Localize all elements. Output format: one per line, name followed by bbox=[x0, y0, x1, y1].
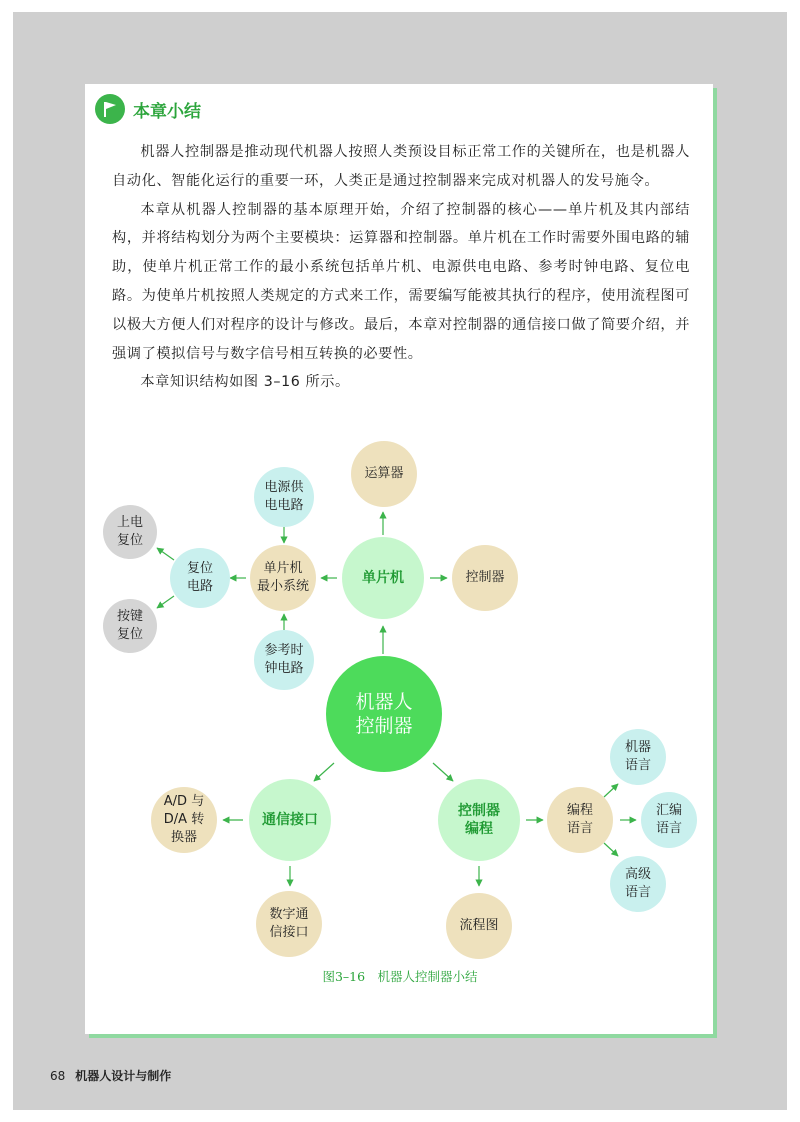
node-controller-programming: 控制器 编程 bbox=[438, 779, 520, 861]
book-title: 机器人设计与制作 bbox=[75, 1069, 172, 1083]
section-title: 本章小结 bbox=[133, 101, 201, 122]
node-comm-interface: 通信接口 bbox=[249, 779, 331, 861]
node-flowchart: 流程图 bbox=[446, 893, 512, 959]
node-power-circuit: 电源供 电电路 bbox=[254, 467, 314, 527]
section-header bbox=[95, 93, 201, 125]
summary-body bbox=[112, 138, 690, 397]
node-mcu: 单片机 bbox=[342, 537, 424, 619]
node-high-level-language: 高级 语言 bbox=[610, 856, 666, 912]
node-clock-circuit: 参考时 钟电路 bbox=[254, 630, 314, 690]
page-number: 68 bbox=[50, 1069, 66, 1083]
page-footer bbox=[50, 1067, 171, 1084]
node-robot-controller: 机器人 控制器 bbox=[326, 656, 442, 772]
node-assembly-language: 汇编 语言 bbox=[641, 792, 697, 848]
paragraph: 本章知识结构如图 3–16 所示。 bbox=[140, 374, 350, 391]
node-key-reset: 按键 复位 bbox=[103, 599, 157, 653]
paragraph: 本章从机器人控制器的基本原理开始，介绍了控制器的核心——单片机及其内部结构，并将结构划分为两个主要模块：运算器和控制器。单片机在工作时需要外围电路的辅助，使单片机正常工作的最小系统包括单片机、电源供电电路、参考时钟电路、复位电路。为使单片机按照人类规定的方式来工作，需要编写能被其执行的程序，使用流程图可以极大方便人们对程序的设计与修改。最后，本章对控制器的通信接口做了简要介绍，并强调了模拟信号与数字信号相互转换的必要性。 bbox=[112, 201, 690, 362]
node-reset-circuit: 复位 电路 bbox=[170, 548, 230, 608]
node-ad-da-converter: A/D 与 D/A 转 换器 bbox=[151, 787, 217, 853]
node-controller-unit: 控制器 bbox=[452, 545, 518, 611]
node-min-system: 单片机 最小系统 bbox=[250, 545, 316, 611]
flag-icon bbox=[95, 94, 125, 124]
node-power-on-reset: 上电 复位 bbox=[103, 505, 157, 559]
node-machine-language: 机器 语言 bbox=[610, 729, 666, 785]
node-digital-interface: 数字通 信接口 bbox=[256, 891, 322, 957]
figure-caption: 图3–16 机器人控制器小结 bbox=[322, 969, 478, 984]
node-programming-language: 编程 语言 bbox=[547, 787, 613, 853]
paragraph: 机器人控制器是推动现代机器人按照人类预设目标正常工作的关键所在，也是机器人自动化、智能化运行的重要一环，人类正是通过控制器来完成对机器人的发号施令。 bbox=[112, 144, 690, 189]
node-alu: 运算器 bbox=[351, 441, 417, 507]
